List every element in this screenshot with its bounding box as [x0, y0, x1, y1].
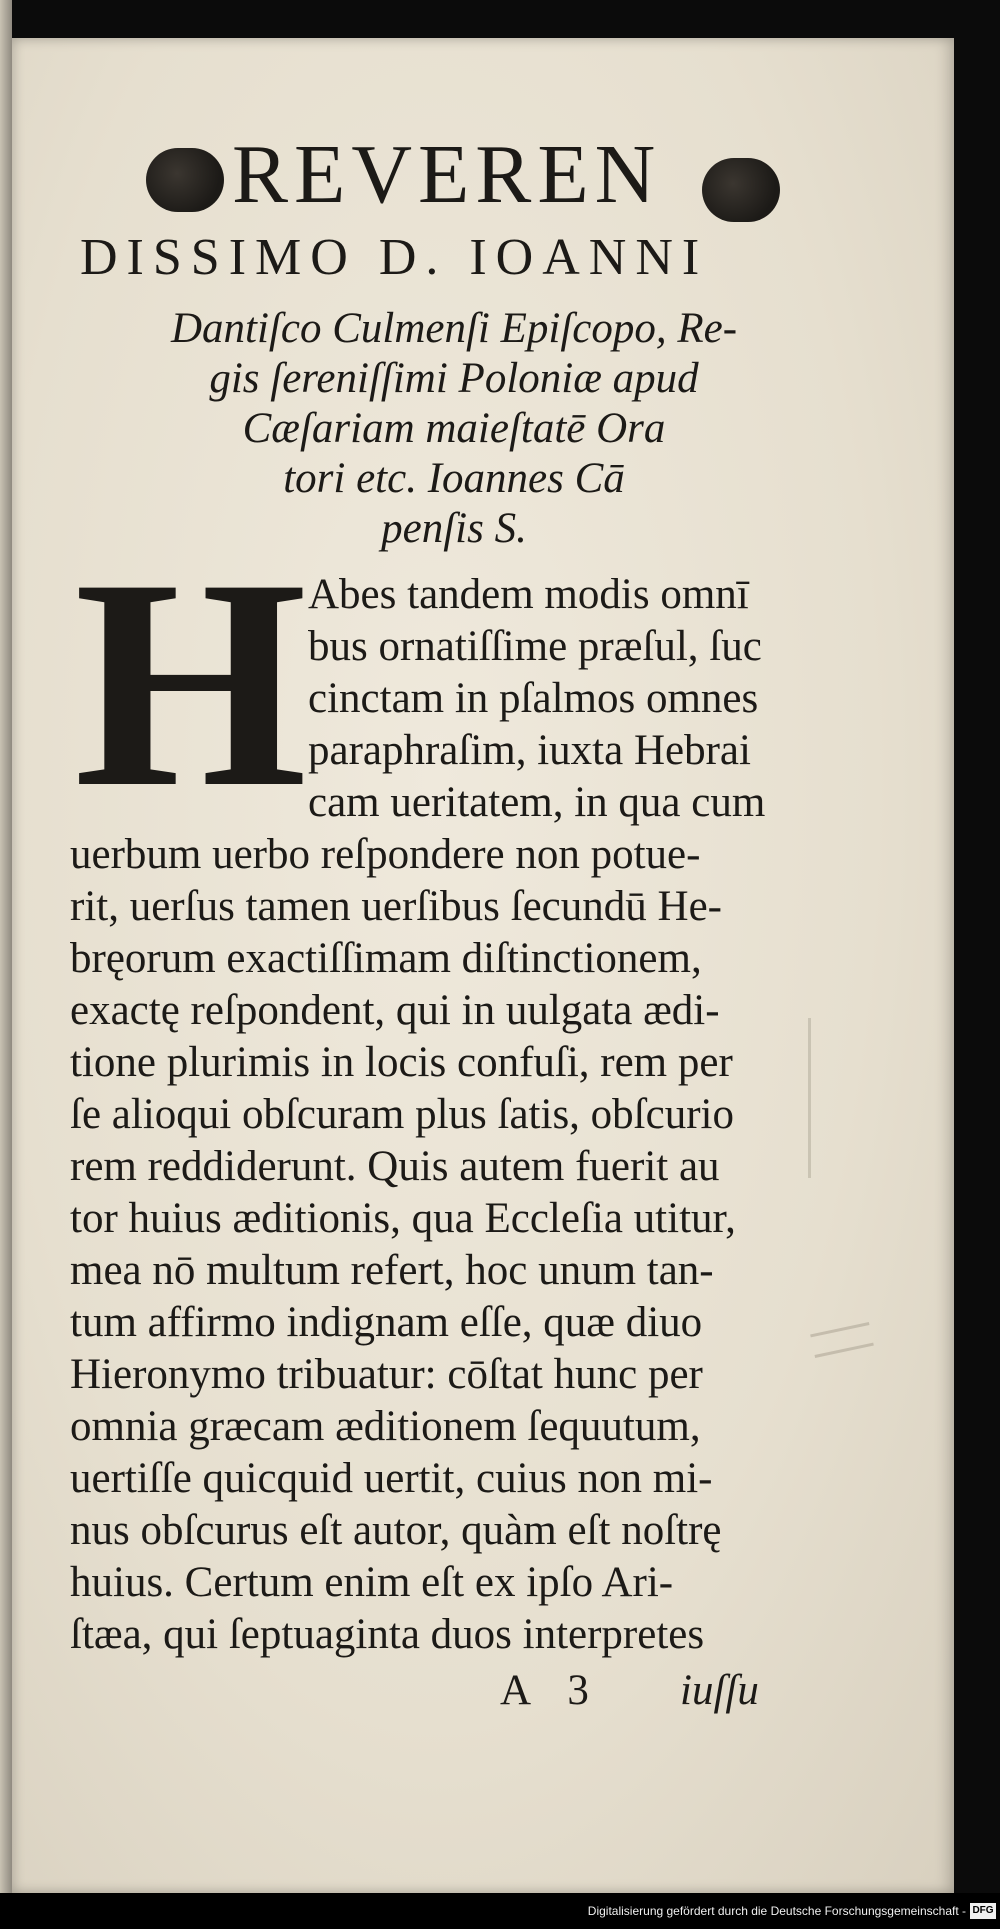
dedication-line: Cæſariam maieſtatē Ora: [242, 405, 666, 452]
catchword: iuſſu: [680, 1667, 759, 1714]
body-text-line: uerbum uerbo reſpondere non potue-: [70, 831, 701, 878]
body-text-line: mea nō multum refert, hoc unum tan-: [70, 1247, 714, 1294]
dedication-line: gis ſereniſſimi Poloniæ apud: [209, 355, 699, 402]
body-text-line: bręorum exactiſſimam diſtinctionem,: [70, 935, 702, 982]
body-text-line: tum affirmo indignam eſſe, quæ diuo: [70, 1299, 703, 1346]
body-text-line: cam ueritatem, in qua cum: [308, 779, 766, 826]
body-text-line: ſtæa, qui ſeptuaginta duos interpretes: [70, 1611, 705, 1658]
book-page: [12, 38, 954, 1893]
body-text-line: rem reddiderunt. Quis autem fuerit au: [70, 1143, 720, 1190]
signature-mark: A 3: [500, 1667, 603, 1714]
body-text-line: exactę reſpondent, qui in uulgata ædi-: [70, 987, 720, 1034]
body-text-line: nus obſcurus eſt autor, quàm eſt noſtrę: [70, 1507, 722, 1554]
dedication-line: Dantiſco Culmenſi Epiſcopo, Re-: [170, 305, 738, 352]
body-text-line: cinctam in pſalmos omnes: [308, 675, 759, 722]
body-text-line: ſe alioqui obſcuram plus ſatis, obſcurio: [70, 1091, 734, 1138]
body-text-line: Hieronymo tribuatur: cōſtat hunc per: [70, 1351, 703, 1398]
page-left-edge: [0, 0, 12, 1929]
body-text-line: rit, uerſus tamen uerſibus ſecundū He-: [70, 883, 722, 930]
dedication-line: tori etc. Ioannes Cā: [283, 455, 625, 502]
body-text-line: uertiſſe quicquid uertit, cuius non mi-: [70, 1455, 713, 1502]
dfg-logo-icon: DFG: [970, 1903, 996, 1919]
heading-line-2: DISSIMO D. IOANNI: [80, 229, 709, 286]
body-text-line: omnia græcam æditionem ſequutum,: [70, 1403, 701, 1450]
body-text-line: huius. Certum enim eſt ex ipſo Ari-: [70, 1559, 674, 1606]
dedication-line: penſis S.: [381, 505, 527, 552]
margin-pencil-mark: [810, 1322, 874, 1358]
body-text-line: Abes tandem modis omnī: [308, 571, 749, 618]
fleuron-ornament-left-icon: [146, 148, 224, 212]
body-text-line: paraphraſim, iuxta Hebrai: [308, 727, 751, 774]
body-text-line: bus ornatiſſime præſul, ſuc: [308, 623, 762, 670]
body-text-line: tor huius æditionis, qua Eccleſia utitur,: [70, 1195, 736, 1242]
margin-pencil-stroke: [808, 1018, 811, 1178]
body-text-line: tione plurimis in locis confuſi, rem per: [70, 1039, 733, 1086]
fleuron-ornament-right-icon: [702, 158, 780, 222]
drop-cap-initial: H: [74, 517, 308, 849]
heading-line-1: REVEREN: [232, 128, 662, 221]
digitization-credit: Digitalisierung gefördert durch die Deutsche Forschungsgemeinschaft -: [587, 1904, 966, 1918]
